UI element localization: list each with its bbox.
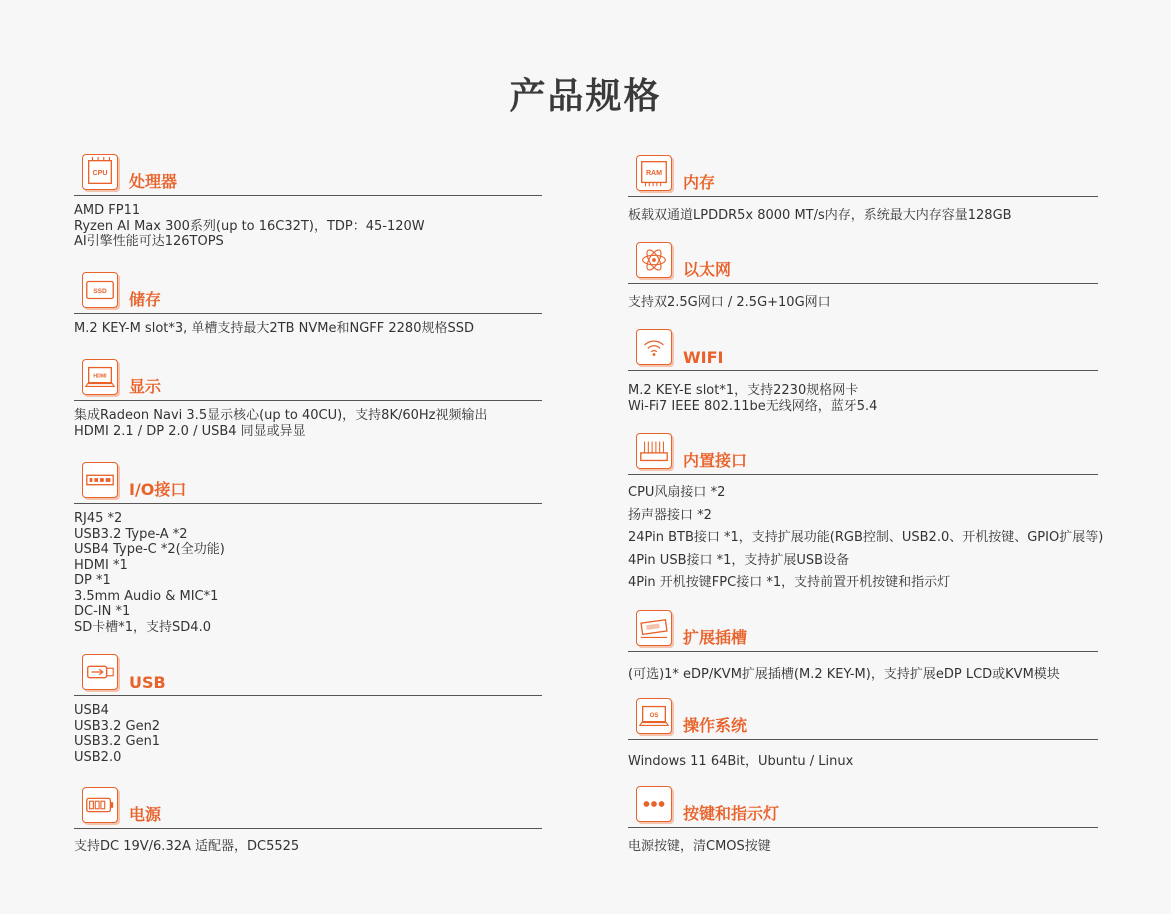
- spec-line: 扬声器接口 *2: [628, 507, 712, 523]
- spec-line: USB3.2 Gen2: [74, 718, 161, 734]
- spec-line: Windows 11 64Bit，Ubuntu / Linux: [628, 754, 854, 769]
- spec-line: DP *1: [74, 573, 111, 588]
- section-title: 按键和指示灯: [683, 804, 780, 823]
- section-title: USB: [129, 673, 166, 692]
- spec-line: 支持DC 19V/6.32A 适配器，DC5525: [74, 839, 300, 854]
- spec-line: 板载双通道LPDDR5x 8000 MT/s内存，系统最大内存容量128GB: [628, 208, 1012, 223]
- section-body: [628, 284, 1098, 311]
- section-internal: [628, 429, 1104, 595]
- section-title: WIFI: [683, 348, 724, 367]
- section-display: [74, 355, 542, 439]
- spec-line: AI引擎性能可达126TOPS: [74, 234, 224, 249]
- hdmi-icon-label: HDMI: [93, 373, 107, 380]
- laptop-os-icon: [636, 698, 672, 734]
- spec-line: USB4: [74, 703, 109, 718]
- section-body: [628, 371, 1098, 414]
- section-memory: [628, 151, 1098, 224]
- spec-line: HDMI *1: [74, 557, 128, 573]
- section-body: [628, 828, 1098, 855]
- spec-line: (可选)1* eDP/KVM扩展插槽(M.2 KEY-M)，支持扩展eDP LCD或KVM模块: [628, 667, 1060, 682]
- spec-line: Ryzen AI Max 300系列(up to 16C32T)，TDP：45-120W: [74, 218, 425, 234]
- section-title: 电源: [129, 805, 162, 824]
- section-title: 内置接口: [683, 451, 748, 470]
- section-title: 储存: [129, 290, 162, 309]
- spec-line: 4Pin 开机按键FPC接口 *1，支持前置开机按键和指示灯: [628, 575, 951, 590]
- spec-line: Wi-Fi7 IEEE 802.11be无线网络，蓝牙5.4: [628, 398, 878, 414]
- section-usb: [74, 650, 542, 765]
- spec-line: USB4 Type-C *2(全功能): [74, 542, 225, 557]
- section-body: [628, 652, 1098, 683]
- section-ethernet: [628, 238, 1098, 311]
- section-title: 处理器: [129, 172, 178, 191]
- section-body: [628, 475, 1104, 595]
- network-atom-icon: [636, 242, 672, 278]
- spec-line: 电源按键，清CMOS按键: [628, 839, 771, 854]
- section-body: [74, 401, 542, 439]
- section-cpu: [74, 150, 542, 250]
- spec-line: USB3.2 Type-A *2: [74, 526, 188, 542]
- spec-line: 4Pin USB接口 *1，支持扩展USB设备: [628, 552, 850, 568]
- section-body: [628, 197, 1098, 224]
- ram-icon-label: RAM: [645, 168, 663, 177]
- section-body: [74, 696, 542, 765]
- section-body: [74, 504, 542, 635]
- section-storage: [74, 268, 542, 337]
- spec-line: CPU风扇接口 *2: [628, 485, 726, 500]
- section-body: [74, 829, 542, 855]
- spec-line: 支持双2.5G网口 / 2.5G+10G网口: [628, 295, 831, 310]
- section-power: [74, 783, 542, 855]
- section-body: [74, 314, 542, 337]
- laptop-hdmi-icon: [82, 359, 118, 395]
- ram-icon: [636, 155, 672, 191]
- dots-icon: [636, 786, 672, 822]
- section-title: 扩展插槽: [683, 628, 748, 647]
- spec-line: USB3.2 Gen1: [74, 734, 161, 749]
- spec-line: 3.5mm Audio & MIC*1: [74, 588, 219, 604]
- page-title: 产品规格: [509, 76, 662, 117]
- cpu-icon-label: CPU: [92, 168, 108, 177]
- battery-icon: [82, 787, 118, 823]
- section-wifi: [628, 325, 1098, 414]
- spec-line: 集成Radeon Navi 3.5显示核心(up to 40CU)，支持8K/60Hz视频输出: [74, 408, 488, 423]
- ssd-icon-label: SSD: [93, 287, 107, 295]
- section-title: I/O接口: [129, 480, 187, 499]
- section-title: 以太网: [683, 260, 732, 279]
- spec-line: SD卡槽*1，支持SD4.0: [74, 619, 211, 635]
- spec-line: USB2.0: [74, 749, 122, 765]
- section-title: 内存: [683, 173, 716, 192]
- os-icon-label: OS: [649, 711, 659, 719]
- section-expansion: [628, 606, 1098, 683]
- section-io: [74, 458, 542, 635]
- spec-line: RJ45 *2: [74, 511, 123, 526]
- spec-line: HDMI 2.1 / DP 2.0 / USB4 同显或异显: [74, 423, 306, 439]
- section-title: 操作系统: [683, 716, 748, 735]
- section-os: [628, 694, 1098, 770]
- spec-line: AMD FP11: [74, 203, 141, 218]
- spec-line: DC-IN *1: [74, 604, 131, 619]
- spec-line: 24Pin BTB接口 *1，支持扩展功能(RGB控制、USB2.0、开机按键、GPIO扩展等): [628, 530, 1104, 545]
- expansion-card-icon: [636, 610, 672, 646]
- section-buttons: [628, 782, 1098, 855]
- wifi-icon: [636, 329, 672, 365]
- section-title: 显示: [129, 377, 162, 396]
- spec-line: M.2 KEY-E slot*1，支持2230规格网卡: [628, 383, 859, 398]
- cpu-chip-icon: [82, 154, 118, 190]
- header-pins-icon: [636, 433, 672, 469]
- ssd-icon: [82, 272, 118, 308]
- section-body: [74, 196, 542, 250]
- spec-line: M.2 KEY-M slot*3, 单槽支持最大2TB NVMe和NGFF 2280规格SSD: [74, 321, 474, 336]
- section-body: [628, 740, 1098, 770]
- io-panel-icon: [82, 462, 118, 498]
- usb-plug-icon: [82, 654, 118, 690]
